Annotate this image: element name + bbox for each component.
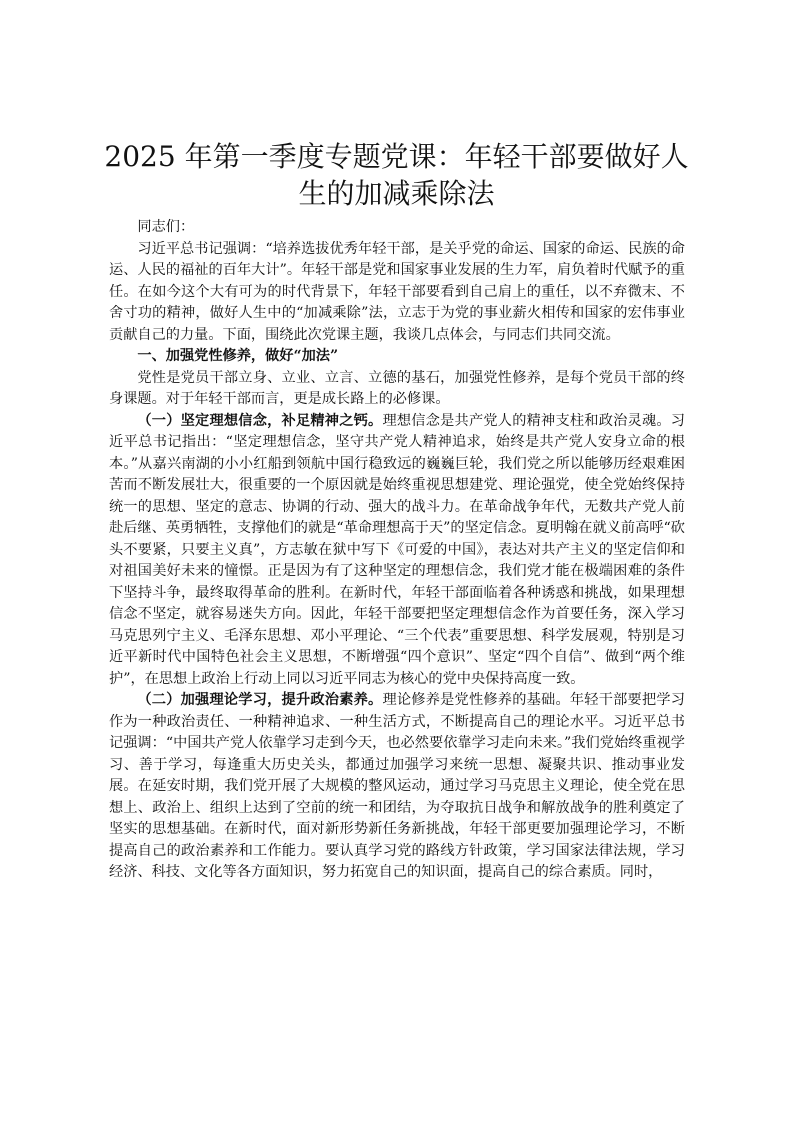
salutation: 同志们： xyxy=(137,219,195,235)
document-body xyxy=(109,217,685,884)
point-1-heading: （一）坚定理想信念，补足精神之钙。 xyxy=(137,412,383,429)
section-heading-1: 一、加强党性修养，做好“加法” xyxy=(137,348,339,364)
document-title: 2025 年第一季度专题党课：年轻干部要做好人生的加减乘除法 xyxy=(104,140,689,210)
intro-paragraph: 习近平总书记强调：“培养选拔优秀年轻干部，是关乎党的命运、国家的命运、民族的命运、人民的福祉的百年大计”。年轻干部是党和国家事业发展的生力军，肩负着时代赋予的重任。在如今这个大有可为的时代背景下，年轻干部要看到自己肩上的重任，以不弃微末、不舍寸功的精神，做好人生中的“加减乘除”法，立志于为党的事业薪火相传和国家的宏伟事业贡献自己的力量。下面，围绕此次党课主题，我谈几点体会，与同志们共同交流。 xyxy=(109,240,685,343)
point-1-text: 理想信念是共产党人的精神支柱和政治灵魂。习近平总书记指出：“坚定理想信念，坚守共产党人精神追求，始终是共产党人安身立命的根本。”从嘉兴南湖的小小红船到领航中国行稳致远的巍巍巨轮，我们党之所以能够历经艰难困苦而不断发展壮大，很重要的一个原因就是始终重视思想建党、理论强党，使全党始终保持统一的思想、坚定的意志、协调的行动、强大的战斗力。在革命战争年代，无数共产党人前赴后继、英勇牺牲，支撑他们的就是“革命理想高于天”的坚定信念。夏明翰在就义前高呼“砍头不要紧，只要主义真”，方志敏在狱中写下《可爱的中国》，表达对共产主义的坚定信仰和对祖国美好未来的憧憬。正是因为有了这种坚定的理想信念，我们党才能在极端困难的条件下坚持斗争，最终取得革命的胜利。在新时代，年轻干部面临着各种诱惑和挑战，如果理想信念不坚定，就容易迷失方向。因此，年轻干部要把坚定理想信念作为首要任务，深入学习马克思列宁主义、毛泽东思想、邓小平理论、“三个代表”重要思想、科学发展观，特别是习近平新时代中国特色社会主义思想，不断增强“四个意识”、坚定“四个自信”、做到“两个维护”，在思想上政治上行动上同以习近平同志为核心的党中央保持高度一致。 xyxy=(109,412,685,687)
section-1-intro-paragraph: 党性是党员干部立身、立业、立言、立德的基石，加强党性修养，是每个党员干部的终身课题。对于年轻干部而言，更是成长路上的必修课。 xyxy=(109,369,685,407)
point-2-text: 理论修养是党性修养的基础。年轻干部要把学习作为一种政治责任、一种精神追求、一种生活方式，不断提高自己的理论水平。习近平总书记强调：“中国共产党人依靠学习走到今天，也必然要依靠学习走向未来。”我们党始终重视学习、善于学习，每逢重大历史关头，都通过加强学习来统一思想、凝聚共识、推动事业发展。在延安时期，我们党开展了大规模的整风运动，通过学习马克思主义理论，使全党在思想上、政治上、组织上达到了空前的统一和团结，为夺取抗日战争和解放战争的胜利奠定了坚实的思想基础。在新时代，面对新形势新任务新挑战，年轻干部更要加强理论学习，不断提高自己的政治素养和工作能力。要认真学习党的路线方针政策，学习国家法律法规，学习经济、科技、文化等各方面知识，努力拓宽自己的知识面，提高自己的综合素质。同时， xyxy=(109,692,685,880)
point-1-paragraph xyxy=(109,411,685,691)
point-2-paragraph xyxy=(109,690,685,884)
point-2-heading: （二）加强理论学习，提升政治素养。 xyxy=(137,692,383,708)
